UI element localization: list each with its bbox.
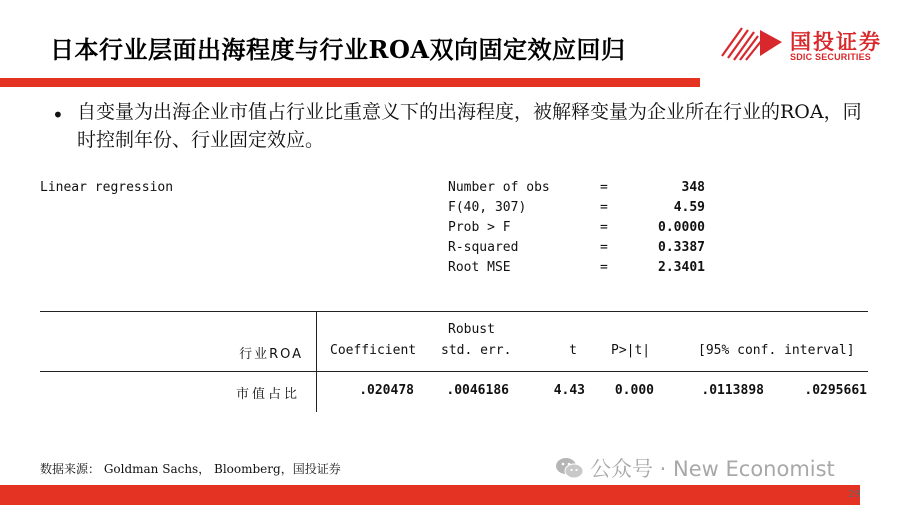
wechat-icon <box>555 456 585 480</box>
watermark-text: 公众号 · New Economist <box>590 457 835 481</box>
row-t: 4.43 <box>553 383 585 398</box>
stat-equals: = <box>600 240 608 255</box>
table-top-rule <box>40 311 868 312</box>
page-title: 日本行业层面出海程度与行业ROA双向固定效应回归 <box>50 35 626 64</box>
header-t: t <box>569 343 577 358</box>
page-number: 29 <box>848 489 861 500</box>
robust-label: Robust <box>448 322 495 337</box>
logo-english-name: SDIC SECURITIES <box>790 52 872 62</box>
row-p: 0.000 <box>614 383 654 398</box>
header-coefficient: Coefficient <box>330 343 417 358</box>
regression-title: Linear regression <box>40 180 174 195</box>
header-conf-interval: [95% conf. interval] <box>698 343 855 358</box>
stat-value: 0.3387 <box>658 240 705 255</box>
stat-equals: = <box>600 200 608 215</box>
stat-equals: = <box>600 180 608 195</box>
row-ci-high: .0295661 <box>804 383 867 398</box>
stat-value: 348 <box>681 180 705 195</box>
stat-value: 0.0000 <box>658 220 705 235</box>
table-header-rule <box>40 371 868 372</box>
row-ci-low: .0113898 <box>701 383 764 398</box>
header-std-err: std. err. <box>441 343 512 358</box>
dependent-variable: 行业ROA <box>239 347 303 362</box>
stat-label: Number of obs <box>448 180 550 195</box>
stat-label: R-squared <box>448 240 519 255</box>
stat-value: 4.59 <box>673 200 705 215</box>
bullet-dot: • <box>52 103 64 127</box>
row-variable: 市值占比 <box>235 387 300 402</box>
stat-value: 2.3401 <box>658 260 705 275</box>
logo-chinese-name: 国投证券 <box>790 30 882 54</box>
table-divider <box>316 311 317 412</box>
stat-label: F(40, 307) <box>448 200 527 215</box>
data-source: 数据来源： Goldman Sachs， Bloomberg，国投证券 <box>40 462 341 476</box>
sdic-logo <box>720 22 900 68</box>
row-coef: .020478 <box>359 383 414 398</box>
stat-label: Root MSE <box>448 260 511 275</box>
title-accent-bar <box>0 78 700 87</box>
stat-equals: = <box>600 220 608 235</box>
footer-accent-bar <box>0 485 860 505</box>
stat-label: Prob > F <box>448 220 511 235</box>
bullet-text: 自变量为出海企业市值占行业比重意义下的出海程度，被解释变量为企业所在行业的ROA，同时控制年份、行业固定效应。 <box>77 101 862 151</box>
sdic-logo-mark-icon <box>720 22 784 62</box>
header-p: P>|t| <box>611 343 651 358</box>
row-std-err: .0046186 <box>446 383 509 398</box>
stat-equals: = <box>600 260 608 275</box>
